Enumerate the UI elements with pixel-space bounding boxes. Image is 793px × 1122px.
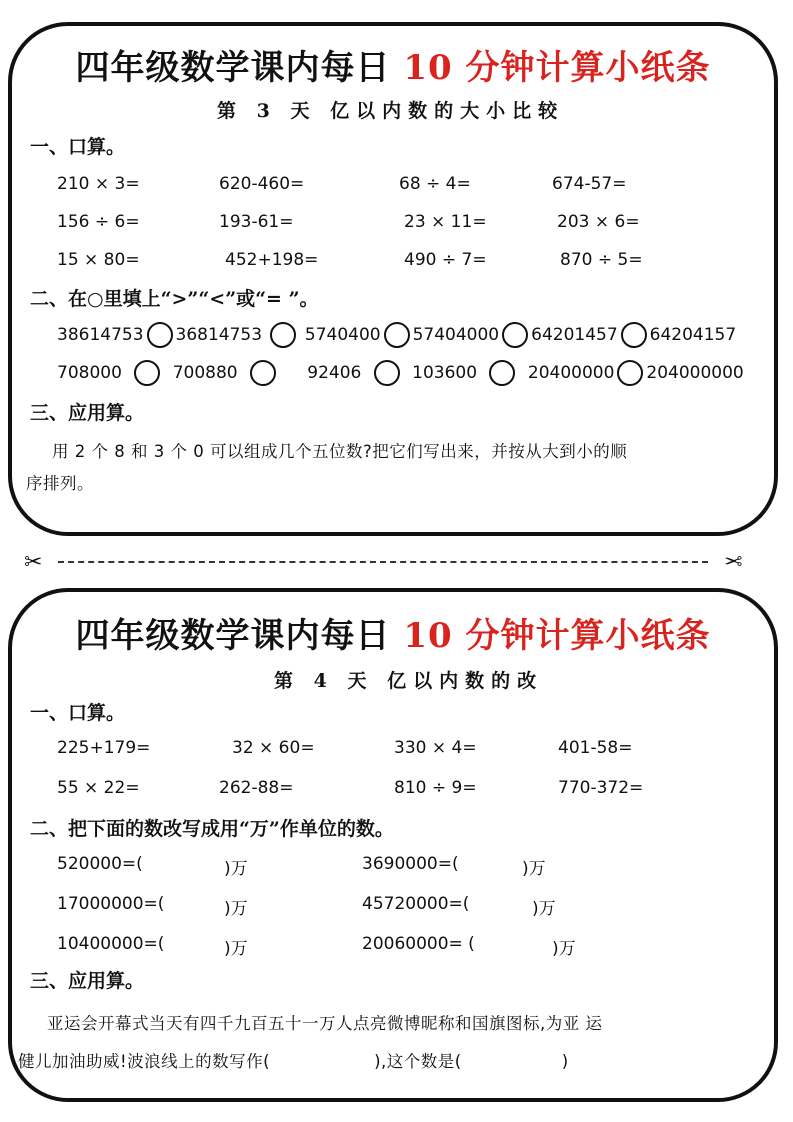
day3-oral-item: 156 ÷ 6=: [57, 212, 140, 232]
word-problem-text: ): [561, 1052, 569, 1071]
day4-convert-unit: )万: [552, 939, 576, 959]
day3-word-problem-line1: 用 2 个 8 和 3 个 0 可以组成几个五位数?把它们写出来，并按从大到小的顺: [52, 442, 628, 461]
day4-word-problem-line1: 亚运会开幕式当天有四千九百五十一万人点亮微博昵称和国旗图标,为亚 运: [47, 1014, 603, 1033]
word-problem-text: ),这个数是(: [374, 1052, 462, 1071]
day4-convert-left: 45720000=(: [362, 894, 470, 914]
day4-convert-left: 17000000=(: [57, 894, 165, 914]
day4-convert-left: 520000=(: [57, 854, 143, 874]
day4-oral-item: 262-88=: [219, 778, 294, 798]
compare-circle[interactable]: [384, 322, 410, 348]
day3-compare-row: [57, 360, 744, 386]
day3-section-compare: 二、在○里填上“>”“<”或“= ”。: [30, 288, 319, 310]
compare-circle[interactable]: [134, 360, 160, 386]
day3-card: [8, 22, 778, 536]
day4-oral-item: 810 ÷ 9=: [394, 778, 477, 798]
day3-oral-item: 68 ÷ 4=: [399, 174, 471, 194]
day3-compare-row: [57, 322, 736, 348]
day4-convert-left: 10400000=(: [57, 934, 165, 954]
day3-section-oral: 一、口算。: [30, 136, 126, 158]
day4-convert-unit: )万: [532, 899, 556, 919]
compare-circle[interactable]: [270, 322, 296, 348]
day4-convert-unit: )万: [224, 899, 248, 919]
compare-circle[interactable]: [621, 322, 647, 348]
day3-oral-item: 203 × 6=: [557, 212, 640, 232]
day3-oral-item: 620-460=: [219, 174, 305, 194]
compare-number: 64201457: [531, 325, 618, 345]
day4-title-red: 10 分钟计算小纸条: [403, 616, 711, 656]
compare-number: 204000000: [646, 363, 744, 383]
compare-number: 103600: [412, 363, 478, 383]
day4-oral-item: 32 × 60=: [232, 738, 315, 758]
day4-card: [8, 588, 778, 1102]
day3-oral-item: 870 ÷ 5=: [560, 250, 643, 270]
day4-convert-unit: )万: [224, 859, 248, 879]
day4-oral-item: 330 × 4=: [394, 738, 477, 758]
day3-oral-item: 193-61=: [219, 212, 294, 232]
day3-title: 四年级数学课内每日 10 分钟计算小纸条: [75, 48, 711, 88]
cut-line: [24, 550, 742, 575]
day4-convert-unit: )万: [224, 939, 248, 959]
day4-section-oral: 一、口算。: [30, 702, 126, 724]
dashed-divider: [58, 561, 708, 563]
day3-section-word: 三、应用算。: [30, 402, 145, 424]
day4-oral-item: 770-372=: [558, 778, 644, 798]
compare-number: 20400000: [527, 363, 615, 383]
day3-subtitle: 第 3 天 亿以内数的大小比较: [217, 100, 565, 122]
compare-number: 700880: [172, 363, 238, 383]
day4-convert-left: 20060000= (: [362, 934, 475, 954]
day3-oral-item: 452+198=: [225, 250, 319, 270]
day3-title-red: 10 分钟计算小纸条: [403, 48, 711, 88]
compare-number: 36814753: [175, 325, 263, 345]
word-problem-text: 健儿加油助威!波浪线上的数写作(: [18, 1052, 271, 1071]
compare-circle[interactable]: [489, 360, 515, 386]
compare-circle[interactable]: [502, 322, 528, 348]
compare-circle[interactable]: [250, 360, 276, 386]
day4-word-problem-line2: [18, 1048, 569, 1072]
compare-circle[interactable]: [147, 322, 173, 348]
day4-convert-left: 3690000=(: [362, 854, 459, 874]
compare-number: 5740400: [304, 325, 381, 345]
compare-circle[interactable]: [374, 360, 400, 386]
day4-oral-item: 225+179=: [57, 738, 151, 758]
day4-title: 四年级数学课内每日 10 分钟计算小纸条: [75, 616, 711, 656]
day4-convert-unit: )万: [522, 859, 546, 879]
compare-circle[interactable]: [617, 360, 643, 386]
day4-section-convert: 二、把下面的数改写成用“万”作单位的数。: [30, 818, 394, 840]
compare-number: 92406: [307, 363, 362, 383]
day3-oral-item: 15 × 80=: [57, 250, 140, 270]
compare-number: 708000: [57, 363, 122, 383]
day4-section-word: 三、应用算。: [30, 970, 145, 992]
compare-number: 64204157: [649, 325, 737, 345]
compare-number: 57404000: [412, 325, 500, 345]
day4-oral-item: 55 × 22=: [57, 778, 140, 798]
day3-oral-item: 490 ÷ 7=: [404, 250, 487, 270]
day3-oral-item: 210 × 3=: [57, 174, 140, 194]
day3-word-problem-line2: 序排列。: [26, 474, 94, 493]
scissors-icon: ✂: [24, 550, 43, 575]
compare-number: 38614753: [57, 325, 144, 345]
day3-oral-item: 23 × 11=: [404, 212, 487, 232]
day4-oral-item: 401-58=: [558, 738, 633, 758]
day4-subtitle: 第 4 天 亿以内数的改: [274, 670, 544, 692]
day3-oral-item: 674-57=: [552, 174, 627, 194]
scissors-icon: ✂: [723, 550, 742, 575]
